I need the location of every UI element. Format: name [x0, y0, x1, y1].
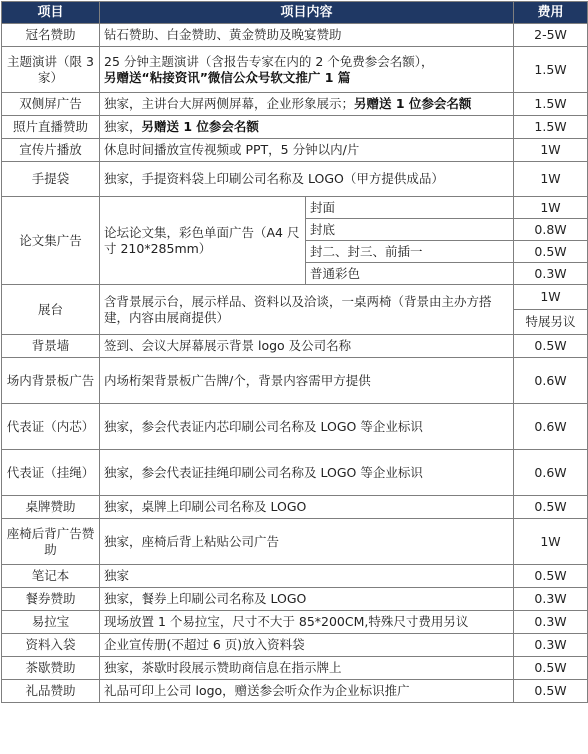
item-fee: 0.3W [514, 634, 588, 657]
table-row [2, 47, 588, 93]
item-name: 双侧屏广告 [2, 93, 100, 116]
item-description: 现场放置 1 个易拉宝，尺寸不大于 85*200CM,特殊尺寸费用另议 [100, 611, 514, 634]
table-row [2, 335, 588, 358]
item-description: 独家，手提资料袋上印刷公司名称及 LOGO（甲方提供成品） [100, 162, 514, 197]
item-fee: 1W [514, 519, 588, 565]
sub-option: 封面 [306, 197, 514, 219]
item-description: 独家 [100, 565, 514, 588]
item-fee: 1.5W [514, 93, 588, 116]
table-row [2, 93, 588, 116]
item-fee: 1W [514, 162, 588, 197]
item-fee: 0.3W [514, 611, 588, 634]
item-description: 独家，桌牌上印刷公司名称及 LOGO [100, 496, 514, 519]
item-fee: 0.6W [514, 404, 588, 450]
item-description-cell [100, 116, 514, 139]
item-fee: 1.5W [514, 47, 588, 93]
sub-option-fee: 0.8W [514, 219, 588, 241]
item-name: 主题演讲（限 3 家） [2, 47, 100, 93]
item-name: 冠名赞助 [2, 24, 100, 47]
item-bonus: 另赠送 1 位参会名额 [354, 96, 472, 111]
item-description: 独家，餐券上印刷公司名称及 LOGO [100, 588, 514, 611]
item-name: 照片直播赞助 [2, 116, 100, 139]
table-row [2, 634, 588, 657]
table-row [2, 611, 588, 634]
item-description: 签到、会议大屏幕展示背景 logo 及公司名称 [100, 335, 514, 358]
item-fee: 1W [514, 285, 588, 310]
item-name: 桌牌赞助 [2, 496, 100, 519]
item-description-cell [100, 47, 514, 93]
header-fee: 费用 [514, 2, 588, 24]
item-bonus: 另赠送“粘接资讯”微信公众号软文推广 1 篇 [104, 69, 351, 85]
table-row [2, 162, 588, 197]
item-fee: 1W [514, 139, 588, 162]
table-row [2, 519, 588, 565]
item-fee: 0.5W [514, 496, 588, 519]
item-name: 代表证（内芯） [2, 404, 100, 450]
item-name: 手提袋 [2, 162, 100, 197]
item-name: 论文集广告 [2, 197, 100, 285]
item-description: 含背景展示台，展示样品、资料以及洽谈，一桌两椅（背景由主办方搭建，内容由展商提供） [100, 285, 514, 335]
table-row [2, 404, 588, 450]
item-name: 资料入袋 [2, 634, 100, 657]
item-description: 独家，主讲台大屏两侧屏幕，企业形象展示； [104, 96, 355, 111]
item-name: 场内背景板广告 [2, 358, 100, 404]
item-description: 休息时间播放宣传视频或 PPT，5 分钟以内/片 [100, 139, 514, 162]
sponsorship-table [1, 1, 588, 703]
item-fee: 0.5W [514, 335, 588, 358]
item-description: 25 分钟主题演讲（含报告专家在内的 2 个免费参会名额）， [104, 53, 434, 69]
item-description: 钻石赞助、白金赞助、黄金赞助及晚宴赞助 [100, 24, 514, 47]
item-fee: 1.5W [514, 116, 588, 139]
item-name: 易拉宝 [2, 611, 100, 634]
item-description: 独家，参会代表证内芯印刷公司名称及 LOGO 等企业标识 [100, 404, 514, 450]
sub-option: 封二、封三、前插一 [306, 241, 514, 263]
table-row [2, 139, 588, 162]
table-row [2, 680, 588, 703]
item-fee: 0.3W [514, 588, 588, 611]
table-row [2, 358, 588, 404]
item-description: 内场桁架背景板广告牌/个，背景内容需甲方提供 [100, 358, 514, 404]
header-row [2, 2, 588, 24]
header-item: 项目 [2, 2, 100, 24]
item-description: 企业宣传册(不超过 6 页)放入资料袋 [100, 634, 514, 657]
table-row [2, 116, 588, 139]
item-bonus: 另赠送 1 位参会名额 [141, 119, 259, 134]
item-description: 独家，参会代表证挂绳印刷公司名称及 LOGO 等企业标识 [100, 450, 514, 496]
item-name: 茶歇赞助 [2, 657, 100, 680]
item-fee: 0.5W [514, 680, 588, 703]
table-row [2, 450, 588, 496]
table-row [2, 657, 588, 680]
table-row [2, 285, 588, 310]
item-name: 座椅后背广告赞助 [2, 519, 100, 565]
header-content: 项目内容 [100, 2, 514, 24]
item-name: 代表证（挂绳） [2, 450, 100, 496]
item-name: 展台 [2, 285, 100, 335]
item-fee-note: 特展另议 [514, 310, 588, 335]
item-description: 礼品可印上公司 logo，赠送参会听众作为企业标识推广 [100, 680, 514, 703]
item-fee: 0.6W [514, 358, 588, 404]
item-description: 独家，座椅后背上粘贴公司广告 [100, 519, 514, 565]
table-row [2, 565, 588, 588]
item-description: 独家， [104, 119, 142, 134]
item-fee: 0.5W [514, 657, 588, 680]
sub-option-fee: 0.3W [514, 263, 588, 285]
item-name: 礼品赞助 [2, 680, 100, 703]
item-description-cell [100, 93, 514, 116]
table-row [2, 24, 588, 47]
item-fee: 0.5W [514, 565, 588, 588]
sub-option-fee: 1W [514, 197, 588, 219]
table-row [2, 588, 588, 611]
item-description: 独家，茶歇时段展示赞助商信息在指示牌上 [100, 657, 514, 680]
sub-option: 封底 [306, 219, 514, 241]
sub-option: 普通彩色 [306, 263, 514, 285]
sub-option-fee: 0.5W [514, 241, 588, 263]
item-name: 餐券赞助 [2, 588, 100, 611]
item-description: 论坛论文集，彩色单面广告（A4 尺寸 210*285mm） [100, 197, 306, 285]
item-name: 宣传片播放 [2, 139, 100, 162]
item-fee: 2-5W [514, 24, 588, 47]
table-row [2, 197, 588, 219]
item-name: 笔记本 [2, 565, 100, 588]
item-name: 背景墙 [2, 335, 100, 358]
item-fee: 0.6W [514, 450, 588, 496]
table-row [2, 496, 588, 519]
